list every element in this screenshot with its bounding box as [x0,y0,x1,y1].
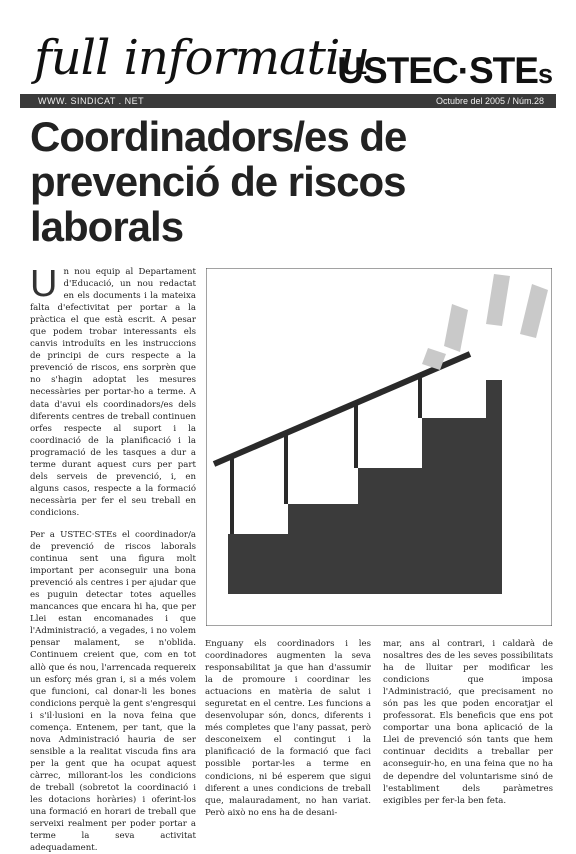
paragraph-3: Enguany els coordinadors i les coordinadores augmenten la seva responsabilitat ja que han d'assumir la de promoure i coordinar les actuacions en matèria de salut i seguretat en el centre. Les funcions a desenvolupar són, doncs, diferents i més completes que l'any passat, però desconeixem el contingut i la planificació de la formació que faci possible portar-les a terme en condicions, ni bé esperem que sigui diferent a unes condicions de treball que, malauradament, no han variat. Però això no ens ha de desani- [205,639,371,818]
article-column-2 [205,638,371,828]
article-column-1 [30,263,196,854]
issue-info: Octubre del 2005 / Núm.28 [435,96,544,106]
header-bar [20,94,556,108]
masthead [20,20,556,98]
stairs-shape [228,380,502,594]
paragraph-2: Per a USTEC·STEs el coordinador/a de prevenció de riscos laborals continua sent una figura molt important per aconseguir una bona prevenció als centres i per ajudar que es puguin detectar totes aquelles mancances que encara hi ha, que per Llei estan encomanades i que l'Administració, a vegades, i no volem pensar malament, se n'oblida. Continuem creient que, com en tot allò que és nou, l'arrencada requereix un esforç més gran i, si a més volem que funcioni, cal donar-li les bones condicions perquè la gent s'engresqui i s'il·lusioni en la nova feina que comença. Entenem, per tant, que la nova Administració hauria de ser sensible a la realitat viscuda fins ara per la gent que ha ocupat aquest càrrec, millorant-los les condicions de treball (sobretot la coordinació i les dotacions horàries) i oferint-los una formació en horari de treball que serveixi realment per poder portar a terme la seva activitat adequadament. [30,529,196,854]
headline: Coordinadors/es de prevenció de riscos laborals [30,113,407,250]
masthead-title: full informatiu [34,30,370,86]
article-column-3 [383,638,553,828]
illustration-stairs [206,268,552,626]
paragraph-4: mar, ans al contrari, i caldarà de nosaltres des de les seves possibilitats ha de lluitar per modificar les condicions que imposa l'Administració, que precisament no són pas les que poden encoratjar el professorat. Els beneficis que ens pot comportar una bona aplicació de la Llei de prevenció són tants que hem continuar decidits a treballar per aconseguir-ho, en una feina que no ha de dependre del voluntarisme sinó de l'establiment dels paràmetres exigibles per fer-la ben feta. [383,639,553,806]
website-link[interactable]: WWW. SINDICAT . NET [38,96,145,106]
brand-main: USTEC·STE [337,50,538,91]
paragraph-1 [30,263,196,519]
sun-rays [422,274,548,370]
brand-suffix: s [537,59,552,89]
brand-logo [337,52,552,89]
paragraph-1-text: n nou equip al Departament d'Educació, un nou redactat en els documents i la mateixa falta d'efectivitat per portar a la pràctica el que està escrit. A pesar que podem trobar interessants els canvis introduïts en les instruccions de principi de curs respecte a la prevenció de riscos, ens sorprèn que no s'hagin adoptat les mesures necessàries per portar-ho a terme. A data d'avui els coordinadors/es dels diferents centres de treball continuen orfes respecte al suport i la coordinació de la planificació i la programació de les tasques a dur a terme durant aquest curs per part dels serveis de prevenció, i, en alguns casos, respecte a la formació necessària per fer el seu treball en condicions. [30,267,196,518]
drop-cap: U [30,263,58,305]
